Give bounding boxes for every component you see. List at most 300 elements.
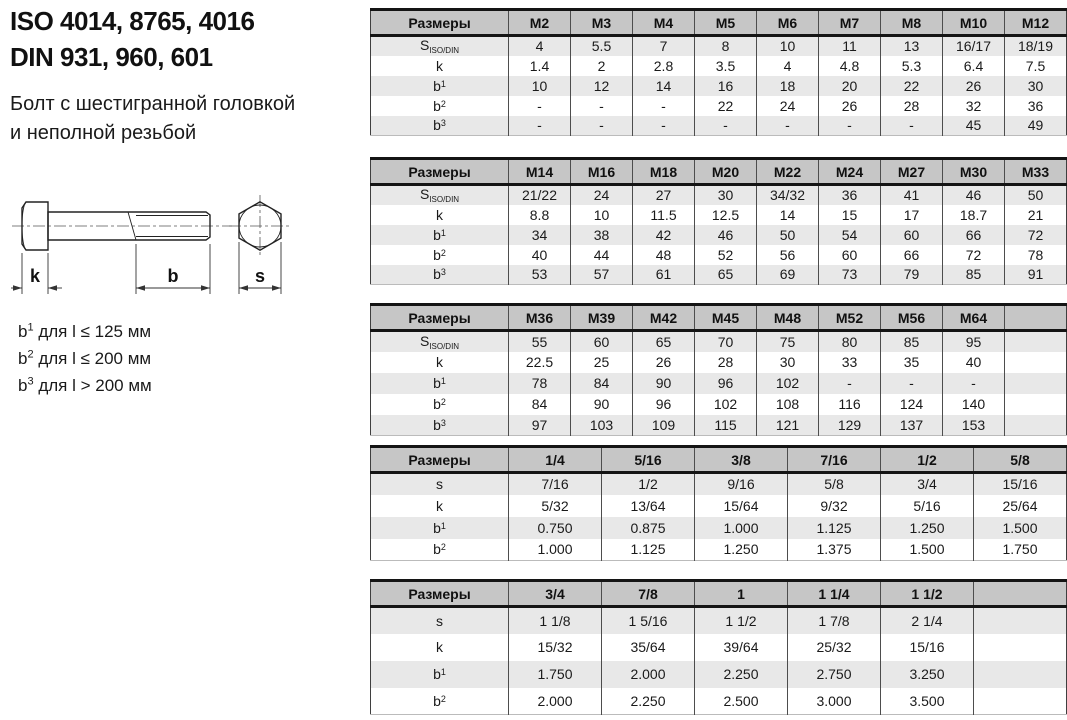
value-cell: 7/16 (509, 473, 602, 495)
value-cell: 1.500 (974, 517, 1067, 539)
value-cell: 25 (571, 352, 633, 373)
table-header-row (371, 159, 1067, 185)
dimension-table-imperial-quarter-to-5-8 (370, 445, 1067, 561)
value-cell: 124 (881, 394, 943, 415)
table-row (371, 688, 1067, 715)
dimension-table-imperial-3-4-to-1-5 (370, 579, 1067, 715)
value-cell: 14 (757, 205, 819, 225)
value-cell: 13/64 (602, 495, 695, 517)
size-column-header: M18 (633, 159, 695, 185)
table-header-row (371, 305, 1067, 331)
size-column-header: M39 (571, 305, 633, 331)
value-cell: 53 (509, 265, 571, 285)
subtitle-line-1: Болт с шестигранной головкой (10, 93, 296, 115)
value-cell (974, 688, 1067, 715)
value-cell: 17 (881, 205, 943, 225)
value-cell: 7.5 (1005, 56, 1067, 76)
table-row (371, 36, 1067, 56)
value-cell: 1.125 (788, 517, 881, 539)
value-cell: - (819, 116, 881, 136)
table-row (371, 265, 1067, 285)
dimension-k (11, 253, 62, 294)
value-cell: 35 (881, 352, 943, 373)
dimension-table-metric-m36-m64 (370, 303, 1067, 436)
table-row (371, 473, 1067, 495)
value-cell: 60 (819, 245, 881, 265)
value-cell: 137 (881, 415, 943, 436)
table-header-row (371, 447, 1067, 473)
value-cell: 61 (633, 265, 695, 285)
value-cell: 1 7/8 (788, 607, 881, 634)
value-cell: 16/17 (943, 36, 1005, 56)
value-cell: 18 (757, 76, 819, 96)
value-cell: 52 (695, 245, 757, 265)
value-cell: 20 (819, 76, 881, 96)
value-cell: 15/16 (974, 473, 1067, 495)
value-cell: 60 (571, 331, 633, 352)
value-cell: 41 (881, 185, 943, 205)
value-cell: 90 (633, 373, 695, 394)
value-cell: 16 (695, 76, 757, 96)
value-cell: 3.5 (695, 56, 757, 76)
value-cell: 27 (633, 185, 695, 205)
value-cell: 15/32 (509, 634, 602, 661)
value-cell: 38 (571, 225, 633, 245)
size-column-header: M64 (943, 305, 1005, 331)
value-cell: 35/64 (602, 634, 695, 661)
value-cell: 80 (819, 331, 881, 352)
value-cell: 2.750 (788, 661, 881, 688)
value-cell: 26 (819, 96, 881, 116)
value-cell: 46 (943, 185, 1005, 205)
value-cell: 72 (1005, 225, 1067, 245)
value-cell: 54 (819, 225, 881, 245)
value-cell: 4.8 (819, 56, 881, 76)
empty-column-header (974, 581, 1067, 607)
value-cell: 3/4 (881, 473, 974, 495)
table-row (371, 225, 1067, 245)
value-cell: 6.4 (943, 56, 1005, 76)
size-column-header: 3/4 (509, 581, 602, 607)
dimension-table-metric-m2-m12 (370, 8, 1067, 136)
table-header-row (371, 581, 1067, 607)
size-column-header: 5/8 (974, 447, 1067, 473)
value-cell: 45 (943, 116, 1005, 136)
row-label-cell: $b^3$ (371, 415, 509, 436)
value-cell: - (633, 96, 695, 116)
table-row (371, 373, 1067, 394)
value-cell: 10 (757, 36, 819, 56)
hex-head-end-view (229, 195, 291, 257)
note-line: $b^1$ для l ≤ 125 мм (18, 321, 152, 341)
value-cell: 18.7 (943, 205, 1005, 225)
value-cell: 1 5/16 (602, 607, 695, 634)
value-cell: - (819, 373, 881, 394)
value-cell: - (571, 96, 633, 116)
value-cell: 3.000 (788, 688, 881, 715)
row-label-cell: $b^2$ (433, 246, 446, 263)
bolt-technical-drawing (10, 182, 355, 312)
value-cell: 7 (633, 36, 695, 56)
size-column-header: M48 (757, 305, 819, 331)
size-column-header: M2 (509, 10, 571, 36)
value-cell: 95 (943, 331, 1005, 352)
value-cell: 9/32 (788, 495, 881, 517)
value-cell: 15/64 (695, 495, 788, 517)
value-cell: 84 (509, 394, 571, 415)
size-column-header: M52 (819, 305, 881, 331)
value-cell (1005, 415, 1067, 436)
row-label-cell: $S_{ISO/DIN}$ (371, 331, 509, 352)
value-cell: 121 (757, 415, 819, 436)
value-cell: 1.250 (695, 539, 788, 561)
value-cell: 129 (819, 415, 881, 436)
value-cell: 66 (943, 225, 1005, 245)
size-column-header: M14 (509, 159, 571, 185)
value-cell: 26 (943, 76, 1005, 96)
value-cell: 32 (943, 96, 1005, 116)
empty-column-header (1005, 305, 1067, 331)
value-cell: 8 (695, 36, 757, 56)
value-cell: 33 (819, 352, 881, 373)
value-cell: 72 (943, 245, 1005, 265)
row-label-cell: s (371, 607, 509, 634)
row-label-cell: $b^2$ (433, 97, 446, 114)
value-cell: - (695, 116, 757, 136)
value-cell: 102 (695, 394, 757, 415)
value-cell: 90 (571, 394, 633, 415)
value-cell (974, 661, 1067, 688)
value-cell: - (881, 116, 943, 136)
value-cell: 5/8 (788, 473, 881, 495)
value-cell: - (633, 116, 695, 136)
table-row (371, 331, 1067, 352)
row-label-cell: $b^2$ (433, 541, 446, 558)
value-cell: 30 (1005, 76, 1067, 96)
row-label-cell: $b^1$ (371, 517, 509, 539)
row-label-cell: $b^3$ (371, 116, 509, 136)
table-row (371, 634, 1067, 661)
table-row (371, 661, 1067, 688)
dimension-table-metric-m14-m33 (370, 157, 1067, 285)
value-cell: 85 (881, 331, 943, 352)
value-cell: 57 (571, 265, 633, 285)
size-column-header: M22 (757, 159, 819, 185)
size-column-header: M3 (571, 10, 633, 36)
value-cell: 5/32 (509, 495, 602, 517)
row-label-cell: $S_{ISO/DIN}$ (371, 36, 509, 56)
product-subtitle (10, 90, 295, 148)
sizes-header-cell: Размеры (371, 159, 509, 185)
row-label-cell: k (436, 639, 443, 655)
value-cell: 46 (695, 225, 757, 245)
value-cell: 40 (509, 245, 571, 265)
size-column-header: M30 (943, 159, 1005, 185)
table-row (371, 76, 1067, 96)
size-column-header: M24 (819, 159, 881, 185)
value-cell: 21 (1005, 205, 1067, 225)
value-cell: - (757, 116, 819, 136)
sizes-header-cell: Размеры (371, 447, 509, 473)
value-cell: 24 (571, 185, 633, 205)
tables-container (370, 0, 1067, 720)
value-cell: 96 (695, 373, 757, 394)
table-row (371, 245, 1067, 265)
value-cell: - (571, 116, 633, 136)
table-row (371, 539, 1067, 561)
value-cell: 75 (757, 331, 819, 352)
value-cell: 1 1/2 (695, 607, 788, 634)
value-cell: 78 (1005, 245, 1067, 265)
table-row (371, 116, 1067, 136)
table-row (371, 56, 1067, 76)
value-cell: 78 (509, 373, 571, 394)
value-cell: 15 (819, 205, 881, 225)
value-cell: 79 (881, 265, 943, 285)
table-row (371, 352, 1067, 373)
value-cell: 12.5 (695, 205, 757, 225)
value-cell: 1.750 (509, 661, 602, 688)
value-cell: 14 (633, 76, 695, 96)
value-cell: 28 (695, 352, 757, 373)
value-cell: 2 1/4 (881, 607, 974, 634)
note-line: $b^2$ для l ≤ 200 мм (18, 348, 152, 369)
value-cell: 39/64 (695, 634, 788, 661)
value-cell: 115 (695, 415, 757, 436)
value-cell: 1 1/8 (509, 607, 602, 634)
size-column-header: M45 (695, 305, 757, 331)
value-cell: 2.8 (633, 56, 695, 76)
value-cell: 28 (881, 96, 943, 116)
value-cell: 65 (695, 265, 757, 285)
value-cell: 25/32 (788, 634, 881, 661)
row-label-cell: $S_{ISO/DIN}$ (371, 185, 509, 205)
value-cell: 69 (757, 265, 819, 285)
value-cell: 66 (881, 245, 943, 265)
value-cell: 36 (819, 185, 881, 205)
row-label-cell: k (436, 497, 443, 514)
value-cell: 103 (571, 415, 633, 436)
value-cell: 21/22 (509, 185, 571, 205)
value-cell: 22 (695, 96, 757, 116)
value-cell: 85 (943, 265, 1005, 285)
size-column-header: M16 (571, 159, 633, 185)
value-cell: 1/2 (602, 473, 695, 495)
value-cell: 56 (757, 245, 819, 265)
value-cell (1005, 352, 1067, 373)
value-cell (1005, 394, 1067, 415)
standards-title (10, 4, 254, 76)
value-cell: 3.250 (881, 661, 974, 688)
value-cell: 40 (943, 352, 1005, 373)
table-row (371, 517, 1067, 539)
value-cell: 109 (633, 415, 695, 436)
size-column-header: M4 (633, 10, 695, 36)
sizes-header-cell: Размеры (371, 10, 509, 36)
size-column-header: 1/2 (881, 447, 974, 473)
size-column-header: M20 (695, 159, 757, 185)
table-header-row (371, 10, 1067, 36)
value-cell (974, 607, 1067, 634)
value-cell: 60 (881, 225, 943, 245)
value-cell: 1.375 (788, 539, 881, 561)
subtitle-line-2: и неполной резьбой (10, 122, 197, 144)
value-cell: 108 (757, 394, 819, 415)
size-column-header: 1 1/4 (788, 581, 881, 607)
size-column-header: M6 (757, 10, 819, 36)
value-cell: 11.5 (633, 205, 695, 225)
value-cell: 25/64 (974, 495, 1067, 517)
value-cell: 2.500 (695, 688, 788, 715)
value-cell: 49 (1005, 116, 1067, 136)
table-row (371, 495, 1067, 517)
size-column-header: 1 (695, 581, 788, 607)
value-cell: 44 (571, 245, 633, 265)
value-cell: 26 (633, 352, 695, 373)
row-label-cell: $b^1$ (371, 661, 509, 688)
note-line: $b^3$ для l > 200 мм (18, 375, 152, 396)
value-cell: 50 (1005, 185, 1067, 205)
table-row (371, 205, 1067, 225)
row-label-cell: $b^2$ (433, 692, 446, 709)
value-cell: 102 (757, 373, 819, 394)
value-cell: 73 (819, 265, 881, 285)
size-column-header: M8 (881, 10, 943, 36)
size-column-header: M42 (633, 305, 695, 331)
value-cell (974, 634, 1067, 661)
value-cell: 22.5 (509, 352, 571, 373)
value-cell: 1.125 (602, 539, 695, 561)
value-cell: 9/16 (695, 473, 788, 495)
value-cell (1005, 331, 1067, 352)
value-cell: 153 (943, 415, 1005, 436)
thread-length-notes (18, 318, 152, 400)
row-label-cell: $b^1$ (371, 225, 509, 245)
value-cell: 70 (695, 331, 757, 352)
value-cell: 10 (571, 205, 633, 225)
value-cell: 2 (571, 56, 633, 76)
value-cell (1005, 373, 1067, 394)
size-column-header: 1 1/2 (881, 581, 974, 607)
size-column-header: M36 (509, 305, 571, 331)
table-row (371, 185, 1067, 205)
value-cell: 1.250 (881, 517, 974, 539)
value-cell: 140 (943, 394, 1005, 415)
value-cell: 84 (571, 373, 633, 394)
size-column-header: 3/8 (695, 447, 788, 473)
value-cell: 5.3 (881, 56, 943, 76)
size-column-header: M33 (1005, 159, 1067, 185)
value-cell: 3.500 (881, 688, 974, 715)
value-cell: 18/19 (1005, 36, 1067, 56)
b-dimension-label: b (167, 266, 179, 286)
value-cell: 5.5 (571, 36, 633, 56)
value-cell: 2.000 (509, 688, 602, 715)
value-cell: 15/16 (881, 634, 974, 661)
k-dimension-label: k (29, 266, 41, 286)
row-label-cell: $b^2$ (433, 396, 446, 412)
sizes-header-cell: Размеры (371, 305, 509, 331)
value-cell: 30 (757, 352, 819, 373)
value-cell: 11 (819, 36, 881, 56)
value-cell: 116 (819, 394, 881, 415)
row-label-cell: k (436, 57, 443, 74)
value-cell: 30 (695, 185, 757, 205)
row-label-cell: k (436, 206, 443, 223)
value-cell: 2.250 (695, 661, 788, 688)
value-cell: 4 (509, 36, 571, 56)
table-row (371, 96, 1067, 116)
value-cell: - (881, 373, 943, 394)
bolt-side-view (12, 202, 232, 250)
row-label-cell: $b^1$ (371, 76, 509, 96)
s-dimension-label: s (254, 266, 266, 286)
value-cell: 34/32 (757, 185, 819, 205)
value-cell: 24 (757, 96, 819, 116)
value-cell: 2.000 (602, 661, 695, 688)
iso-standards-line: ISO 4014, 8765, 4016 (10, 6, 255, 36)
value-cell: 48 (633, 245, 695, 265)
size-column-header: M10 (943, 10, 1005, 36)
row-label-cell: k (436, 354, 443, 370)
value-cell: 13 (881, 36, 943, 56)
table-row (371, 415, 1067, 436)
value-cell: 1.500 (881, 539, 974, 561)
size-column-header: M5 (695, 10, 757, 36)
value-cell: 65 (633, 331, 695, 352)
table-row (371, 607, 1067, 634)
value-cell: - (509, 116, 571, 136)
value-cell: 1.000 (509, 539, 602, 561)
value-cell: 10 (509, 76, 571, 96)
size-column-header: 7/16 (788, 447, 881, 473)
value-cell: 34 (509, 225, 571, 245)
sizes-header-cell: Размеры (371, 581, 509, 607)
row-label-cell: $b^3$ (371, 265, 509, 285)
value-cell: 5/16 (881, 495, 974, 517)
value-cell: - (509, 96, 571, 116)
value-cell: 0.875 (602, 517, 695, 539)
value-cell: 1.750 (974, 539, 1067, 561)
dimension-b (136, 244, 210, 294)
size-column-header: M27 (881, 159, 943, 185)
value-cell: 22 (881, 76, 943, 96)
size-column-header: M7 (819, 10, 881, 36)
value-cell: 91 (1005, 265, 1067, 285)
size-column-header: 7/8 (602, 581, 695, 607)
value-cell: 50 (757, 225, 819, 245)
value-cell: 55 (509, 331, 571, 352)
value-cell: 42 (633, 225, 695, 245)
value-cell: 96 (633, 394, 695, 415)
value-cell: 2.250 (602, 688, 695, 715)
row-label-cell: s (371, 473, 509, 495)
din-standards-line: DIN 931, 960, 601 (10, 41, 213, 72)
value-cell: 1.4 (509, 56, 571, 76)
value-cell: 12 (571, 76, 633, 96)
value-cell: 1.000 (695, 517, 788, 539)
size-column-header: 5/16 (602, 447, 695, 473)
row-label-cell: $b^1$ (371, 373, 509, 394)
size-column-header: 1/4 (509, 447, 602, 473)
value-cell: 97 (509, 415, 571, 436)
value-cell: 4 (757, 56, 819, 76)
value-cell: 8.8 (509, 205, 571, 225)
left-panel (10, 0, 368, 720)
value-cell: 36 (1005, 96, 1067, 116)
value-cell: 0.750 (509, 517, 602, 539)
table-row (371, 394, 1067, 415)
